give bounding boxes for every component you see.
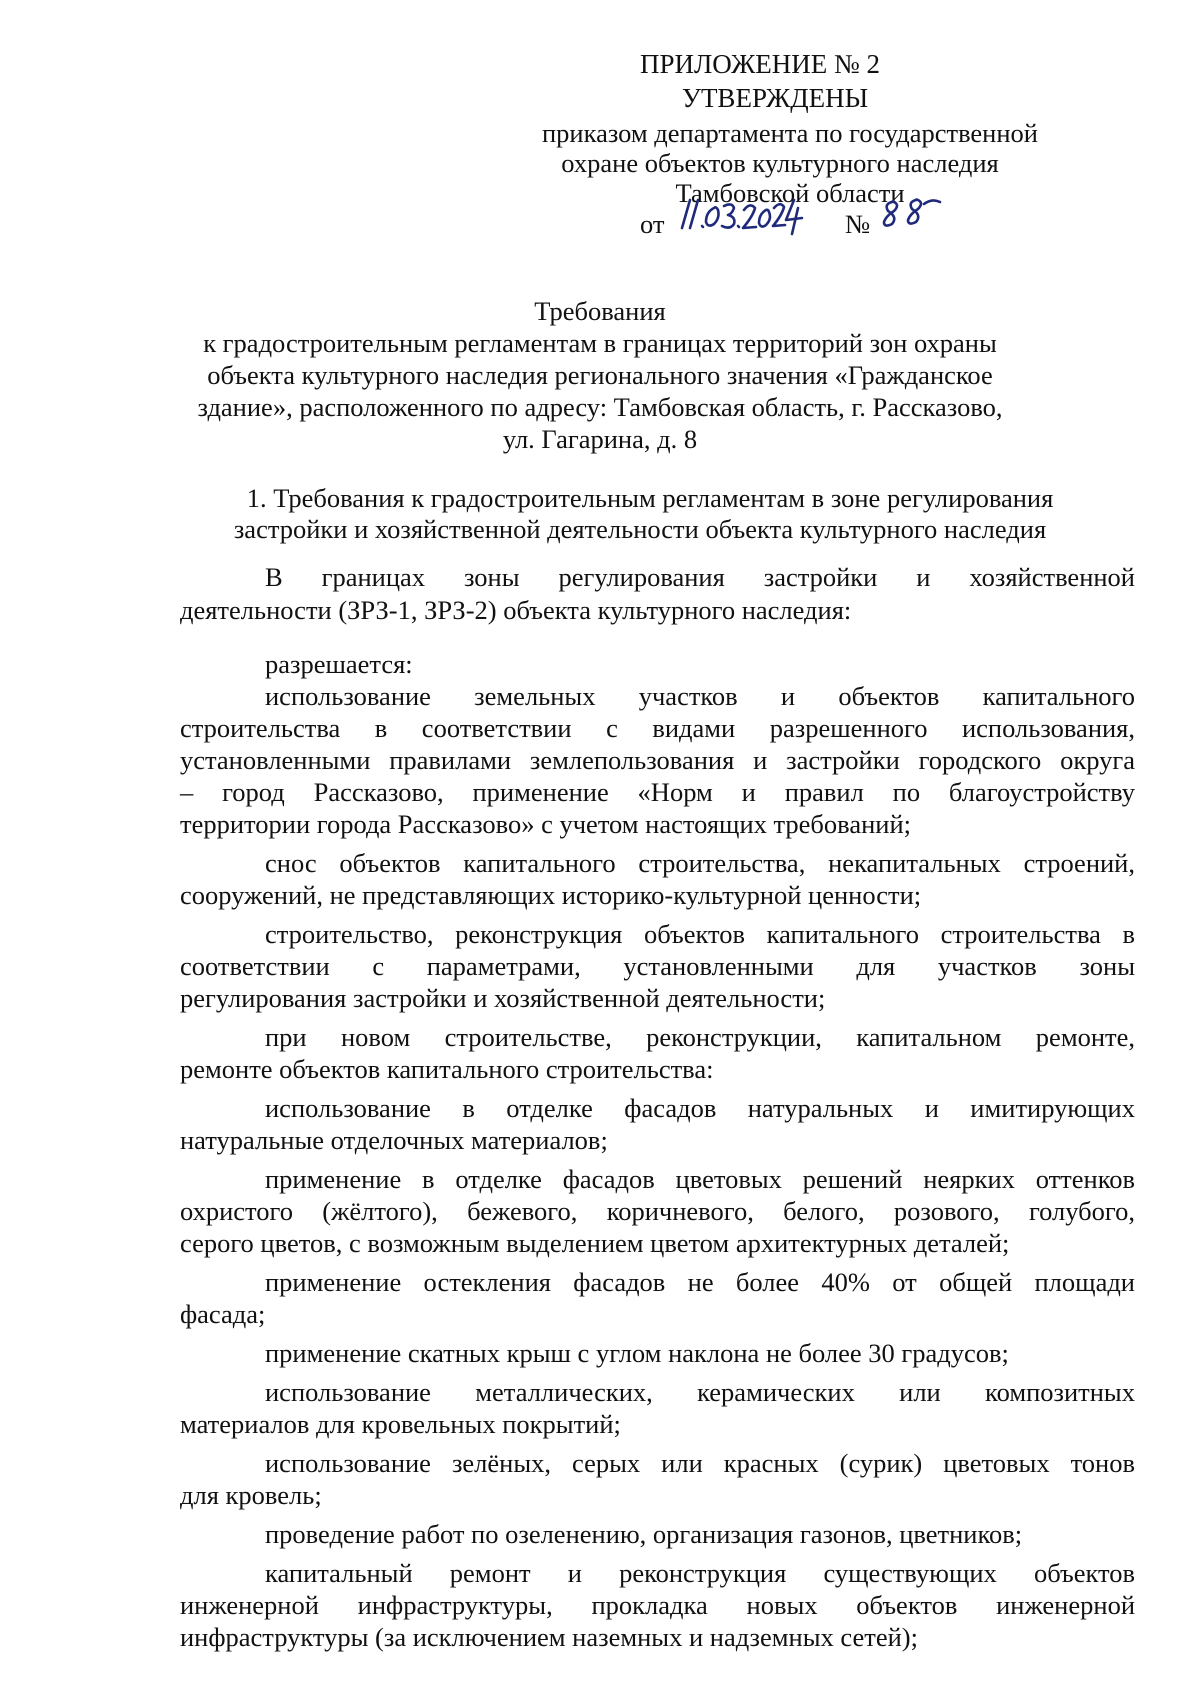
body-line: территории города Рассказово» с учетом настоящих требований; [180,809,912,839]
body-line: регулирования застройки и хозяйственной деятельности; [180,983,826,1013]
section-1-heading-line-1: 1. Требования к градостроительным регламентам в зоне регулирования [246,483,1054,513]
body-line: инфраструктуры (за исключением наземных и надземных сетей); [180,1622,918,1652]
body-line: охристого (жёлтого), бежевого, коричневого, белого, розового, голубого, [180,1196,1135,1226]
body-line: применение остекления фасадов не более 40% от общей площади [265,1267,1135,1297]
document-heading: Требования [534,296,666,326]
body-line: использование зелёных, серых или красных (сурик) цветовых тонов [265,1448,1135,1478]
number-sign: № [845,209,871,239]
body-line: сооружений, не представляющих историко-культурной ценности; [180,880,922,910]
body-line: применение в отделке фасадов цветовых решений неярких оттенков [265,1164,1135,1194]
appendix-title: ПРИЛОЖЕНИЕ № 2 [639,49,881,79]
body-line: ремонте объектов капитального строительства: [180,1054,714,1084]
body-line: использование в отделке фасадов натуральных и имитирующих [265,1093,1135,1123]
date-prefix: от [640,209,665,239]
body-line: снос объектов капитального строительства, некапитальных строений, [265,848,1135,878]
body-line: применение скатных крыш с углом наклона не более 30 градусов; [265,1338,1009,1368]
approved-label: УТВЕРЖДЕНЫ [681,83,869,113]
body-line: проведение работ по озеленению, организация газонов, цветников; [265,1519,1023,1549]
handwritten-date-signature [676,194,806,236]
body-line: строительства в соответствии с видами разрешенного использования, [180,713,1135,743]
body-line: натуральные отделочных материалов; [180,1125,608,1155]
body-line: соответствии с параметрами, установленными для участков зоны [180,951,1135,981]
intro-line-1: В границах зоны регулирования застройки и хозяйственной [265,562,1135,592]
approval-line-3: Тамбовской области [675,178,905,208]
body-line: материалов для кровельных покрытий; [180,1409,621,1439]
body-line: капитальный ремонт и реконструкция существующих объектов [265,1558,1135,1588]
body-line: инженерной инфраструктуры, прокладка новых объектов инженерной [180,1590,1135,1620]
body-line: – город Рассказово, применение «Норм и правил по благоустройству [180,777,1135,807]
title-line-2: объекта культурного наследия регионального значения «Гражданское [207,360,993,390]
body-line: использование металлических, керамических или композитных [265,1377,1135,1407]
body-line: использование земельных участков и объектов капитального [265,681,1135,711]
body-line: фасада; [180,1299,266,1329]
body-line: серого цветов, с возможным выделением цветом архитектурных деталей; [180,1228,1010,1258]
body-line: строительство, реконструкция объектов капитального строительства в [265,919,1135,949]
approval-line-2: охране объектов культурного наследия [561,148,999,178]
approval-line-1: приказом департамента по государственной [542,118,1038,148]
intro-line-2: деятельности (ЗРЗ-1, ЗРЗ-2) объекта культурного наследия: [180,595,852,625]
body-line: установленными правилами землепользования и застройки городского округа [180,745,1135,775]
body-line: для кровель; [180,1480,322,1510]
title-line-1: к градостроительным регламентам в границах территорий зон охраны [203,328,997,358]
title-line-4: ул. Гагарина, д. 8 [502,424,698,454]
permitted-label: разрешается: [265,649,413,679]
body-line: при новом строительстве, реконструкции, капитальном ремонте, [265,1022,1135,1052]
title-line-3: здание», расположенного по адресу: Тамбовская область, г. Рассказово, [197,392,1003,422]
section-1-heading-line-2: застройки и хозяйственной деятельности объекта культурного наследия [233,514,1047,544]
handwritten-number-signature [878,194,948,230]
